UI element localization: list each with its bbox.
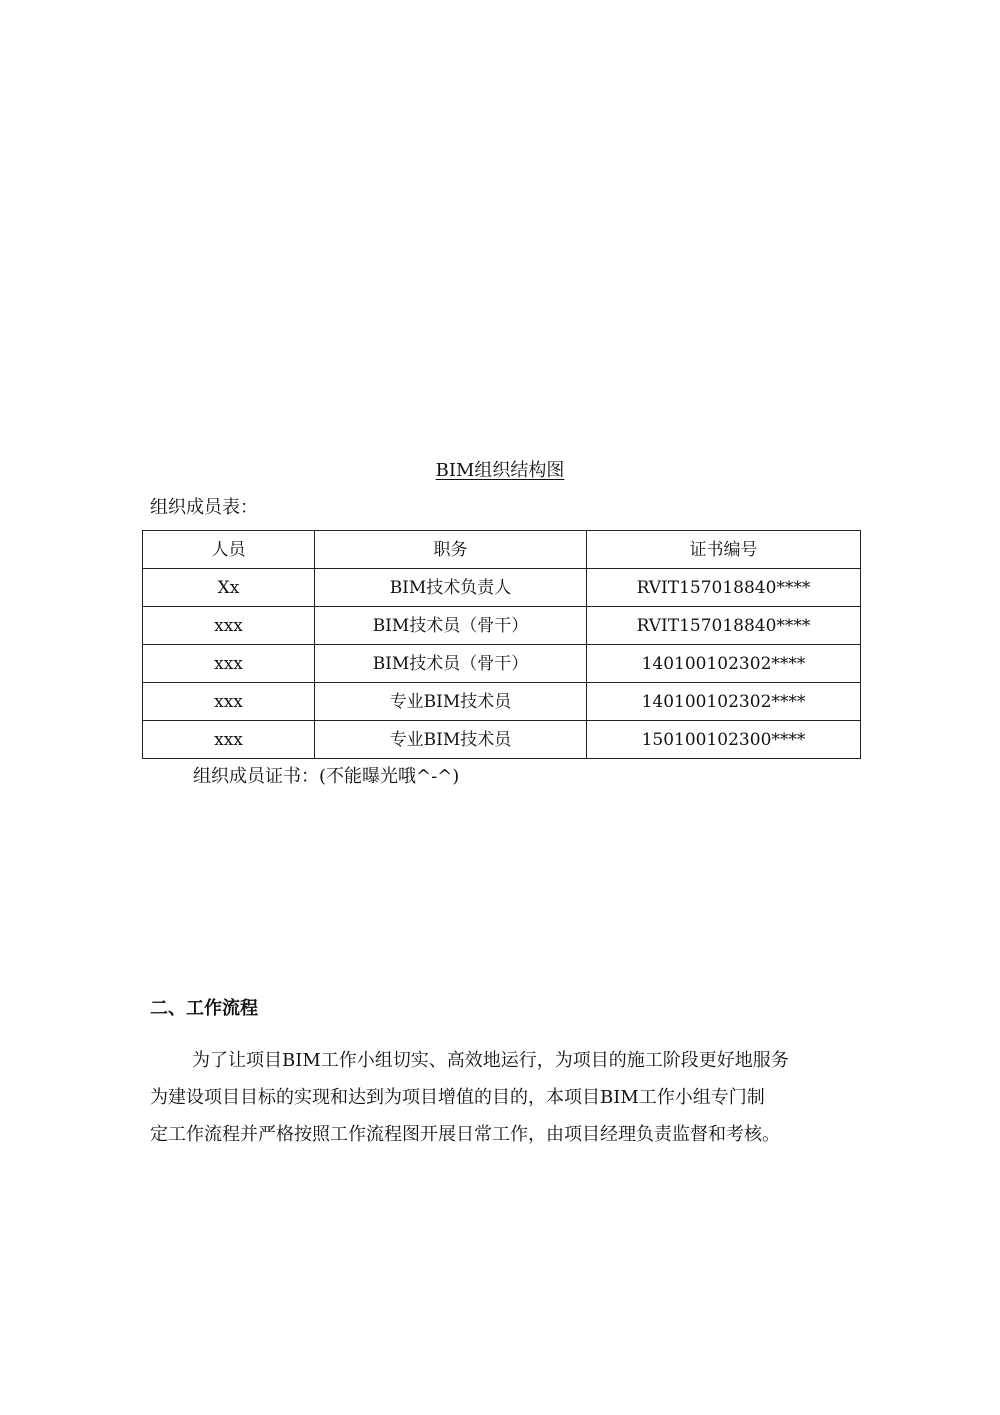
section-paragraph: [150, 1042, 862, 1153]
header-position: 职务: [315, 531, 587, 569]
header-person: 人员: [143, 531, 315, 569]
paragraph-line: 定工作流程并严格按照工作流程图开展日常工作，由项目经理负责监督和考核。: [150, 1124, 780, 1145]
cell-certificate: 140100102302****: [587, 683, 861, 721]
table-row: [143, 569, 861, 607]
cell-certificate: RVIT157018840****: [587, 607, 861, 645]
cell-certificate: RVIT157018840****: [587, 569, 861, 607]
cell-position: BIM技术负责人: [315, 569, 587, 607]
cell-certificate: 140100102302****: [587, 645, 861, 683]
cell-person: xxx: [143, 607, 315, 645]
cell-position: BIM技术员（骨干）: [315, 607, 587, 645]
table-row: [143, 721, 861, 759]
table-header-row: [143, 531, 861, 569]
figure-caption: [0, 458, 1000, 484]
cell-certificate: 150100102300****: [587, 721, 861, 759]
cell-position: BIM技术员（骨干）: [315, 645, 587, 683]
cell-position: 专业BIM技术员: [315, 683, 587, 721]
header-certificate-number: 证书编号: [587, 531, 861, 569]
cell-person: xxx: [143, 683, 315, 721]
members-table: [142, 530, 861, 759]
members-table-label: 组织成员表：: [150, 497, 258, 518]
figure-caption-text: BIM组织结构图: [435, 460, 565, 481]
table-row: [143, 645, 861, 683]
cell-person: xxx: [143, 721, 315, 759]
table-row: [143, 683, 861, 721]
cell-position: 专业BIM技术员: [315, 721, 587, 759]
table-row: [143, 607, 861, 645]
section-heading: 二、工作流程: [150, 998, 258, 1019]
paragraph-line: 为建设项目目标的实现和达到为项目增值的目的，本项目BIM工作小组专门制: [150, 1087, 765, 1108]
paragraph-line: 为了让项目BIM工作小组切实、高效地运行，为项目的施工阶段更好地服务: [192, 1050, 789, 1071]
certificate-note: 组织成员证书：(不能曝光哦^-^): [193, 766, 460, 787]
cell-person: xxx: [143, 645, 315, 683]
cell-person: Xx: [143, 569, 315, 607]
